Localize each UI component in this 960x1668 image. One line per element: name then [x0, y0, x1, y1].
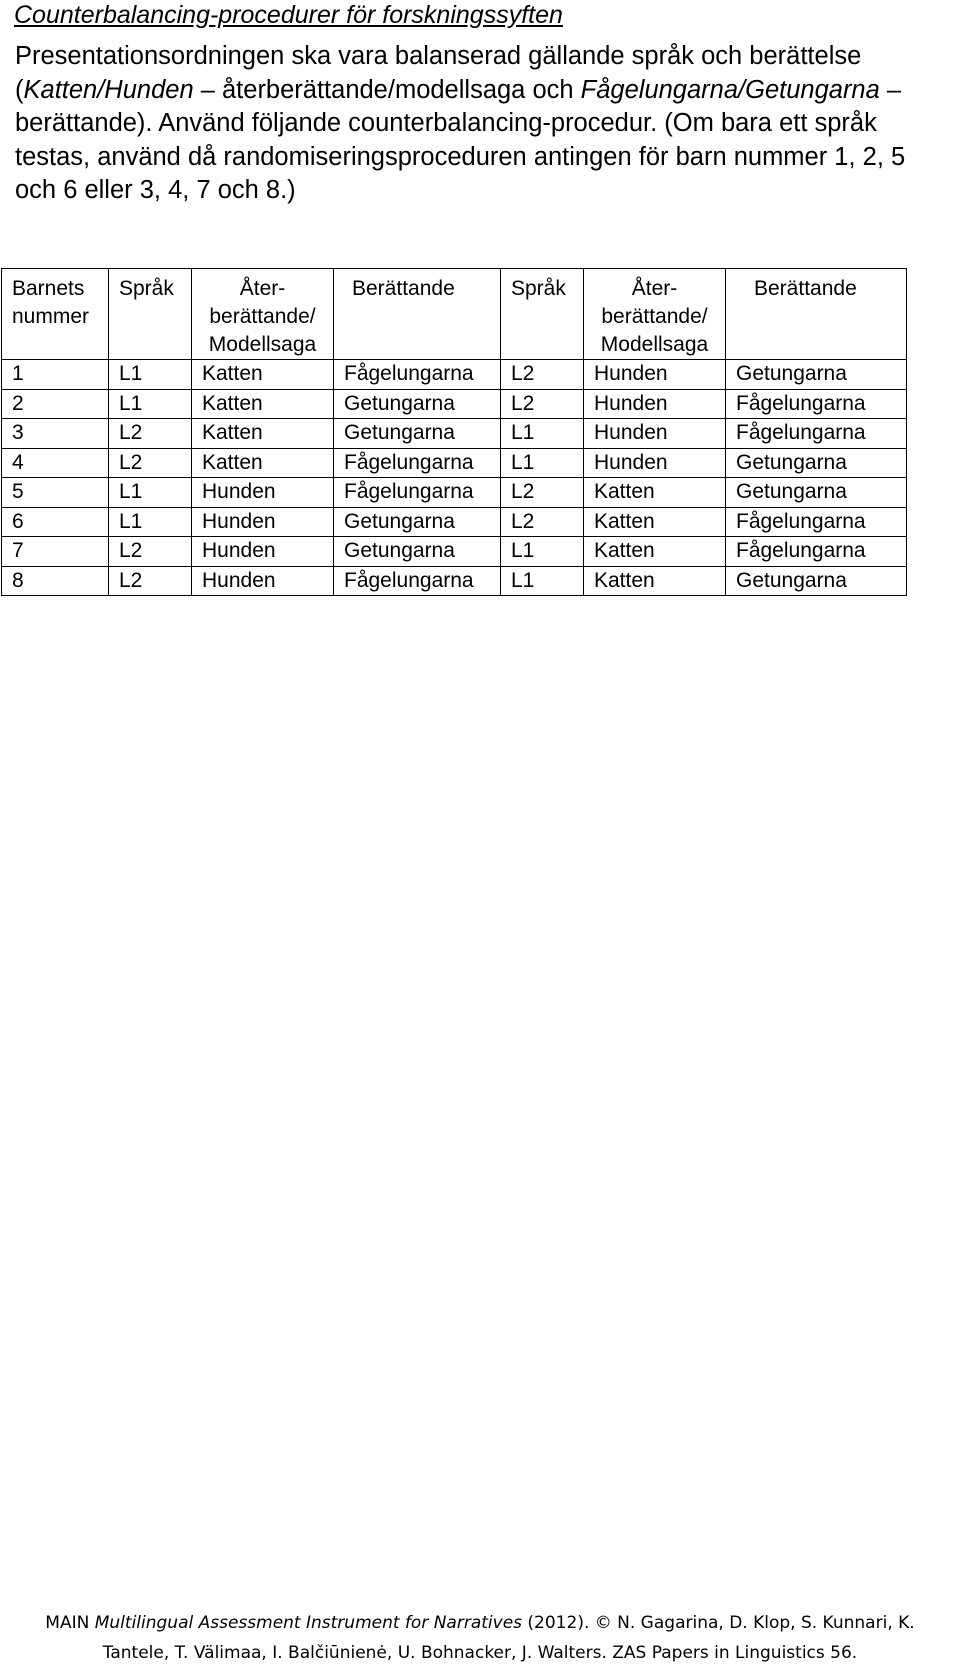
- intro-text-2: – återberättande/modellsaga och: [193, 75, 581, 104]
- table-cell: Hunden: [192, 507, 334, 537]
- footer-authors-1: (2012). © N. Gagarina, D. Klop, S. Kunnari, K.: [522, 1613, 915, 1633]
- table-row: [2, 360, 907, 390]
- table-cell: L2: [109, 537, 192, 567]
- intro-stories-2: Fågelungarna/Getungarna: [580, 75, 880, 104]
- table-cell: L2: [501, 360, 584, 390]
- intro-stories-1: Katten/Hunden: [23, 75, 194, 104]
- header-language-2: Språk: [501, 269, 584, 360]
- table-cell: L1: [109, 478, 192, 508]
- footer-main: MAIN: [45, 1613, 95, 1633]
- table-cell: 2: [2, 389, 109, 419]
- table-cell: Katten: [584, 478, 726, 508]
- table-cell: L1: [109, 360, 192, 390]
- intro-text-3: – berättande). Använd följande counterbalancing-procedur. (Om bara ett språk testas, använd då randomiseringsproceduren antingen för barn nummer 1, 2, 5 och 6 eller 3, 4, 7 och 8.): [15, 75, 906, 204]
- table-cell: Fågelungarna: [726, 507, 907, 537]
- table-cell: 6: [2, 507, 109, 537]
- table-row: [2, 537, 907, 567]
- table-cell: L1: [109, 389, 192, 419]
- table-cell: Hunden: [192, 566, 334, 596]
- table-cell: 5: [2, 478, 109, 508]
- intro-text-1: Presentationsordningen ska vara balanserad gällande språk och berättelse (: [15, 42, 862, 104]
- table-cell: L2: [501, 478, 584, 508]
- table-cell: Katten: [192, 360, 334, 390]
- table-cell: L2: [109, 419, 192, 449]
- header-retelling-2: Åter-berättande/ Modellsaga: [584, 269, 726, 360]
- table-cell: L1: [501, 537, 584, 567]
- table-cell: 4: [2, 448, 109, 478]
- table-cell: L1: [501, 448, 584, 478]
- table-cell: 1: [2, 360, 109, 390]
- header-telling-1: Berättande: [334, 269, 501, 360]
- table-cell: 8: [2, 566, 109, 596]
- table-cell: Katten: [192, 448, 334, 478]
- table-cell: Getungarna: [334, 507, 501, 537]
- table-cell: Getungarna: [726, 566, 907, 596]
- table-cell: L2: [501, 389, 584, 419]
- table-row: [2, 389, 907, 419]
- table-cell: Katten: [192, 419, 334, 449]
- table-row: [2, 448, 907, 478]
- counterbalancing-table: [1, 268, 907, 596]
- table-cell: L1: [109, 507, 192, 537]
- table-cell: Katten: [584, 537, 726, 567]
- table-cell: Fågelungarna: [334, 448, 501, 478]
- table-cell: Fågelungarna: [334, 478, 501, 508]
- table-row: [2, 478, 907, 508]
- table-row: [2, 566, 907, 596]
- table-cell: Fågelungarna: [726, 419, 907, 449]
- footer-line-1: [0, 1608, 960, 1638]
- table-cell: L2: [109, 566, 192, 596]
- page-title: Counterbalancing-procedurer för forskningssyften: [14, 1, 563, 29]
- table-cell: Getungarna: [334, 389, 501, 419]
- table-cell: Getungarna: [726, 360, 907, 390]
- table-cell: Hunden: [584, 360, 726, 390]
- table-header-row: [2, 269, 907, 360]
- table-cell: 3: [2, 419, 109, 449]
- table-cell: L1: [501, 419, 584, 449]
- table-cell: L1: [501, 566, 584, 596]
- table-cell: Getungarna: [334, 537, 501, 567]
- intro-paragraph: [15, 40, 945, 208]
- table-row: [2, 507, 907, 537]
- table-row: [2, 419, 907, 449]
- table-cell: Getungarna: [726, 478, 907, 508]
- table-cell: Hunden: [584, 419, 726, 449]
- table-cell: Fågelungarna: [726, 537, 907, 567]
- table-cell: Hunden: [192, 537, 334, 567]
- table-cell: Katten: [192, 389, 334, 419]
- table-body: [2, 360, 907, 596]
- table-cell: Hunden: [584, 389, 726, 419]
- header-child-number: Barnets nummer: [2, 269, 109, 360]
- table-cell: Hunden: [192, 478, 334, 508]
- table-cell: Fågelungarna: [334, 360, 501, 390]
- table-cell: 7: [2, 537, 109, 567]
- table-cell: Getungarna: [726, 448, 907, 478]
- table-cell: Fågelungarna: [334, 566, 501, 596]
- table-cell: L2: [109, 448, 192, 478]
- table-cell: Katten: [584, 507, 726, 537]
- table-cell: Fågelungarna: [726, 389, 907, 419]
- table-cell: L2: [501, 507, 584, 537]
- header-retelling-1: Åter-berättande/ Modellsaga: [192, 269, 334, 360]
- footer-line-2: Tantele, T. Välimaa, I. Balčiūnienė, U. Bohnacker, J. Walters. ZAS Papers in Linguistics 56.: [102, 1643, 858, 1663]
- footer-instrument-name: Multilingual Assessment Instrument for Narratives: [94, 1613, 523, 1633]
- header-telling-2: Berättande: [726, 269, 907, 360]
- footer-citation: [0, 1608, 960, 1668]
- table-cell: Getungarna: [334, 419, 501, 449]
- table-cell: Katten: [584, 566, 726, 596]
- header-language-1: Språk: [109, 269, 192, 360]
- table-cell: Hunden: [584, 448, 726, 478]
